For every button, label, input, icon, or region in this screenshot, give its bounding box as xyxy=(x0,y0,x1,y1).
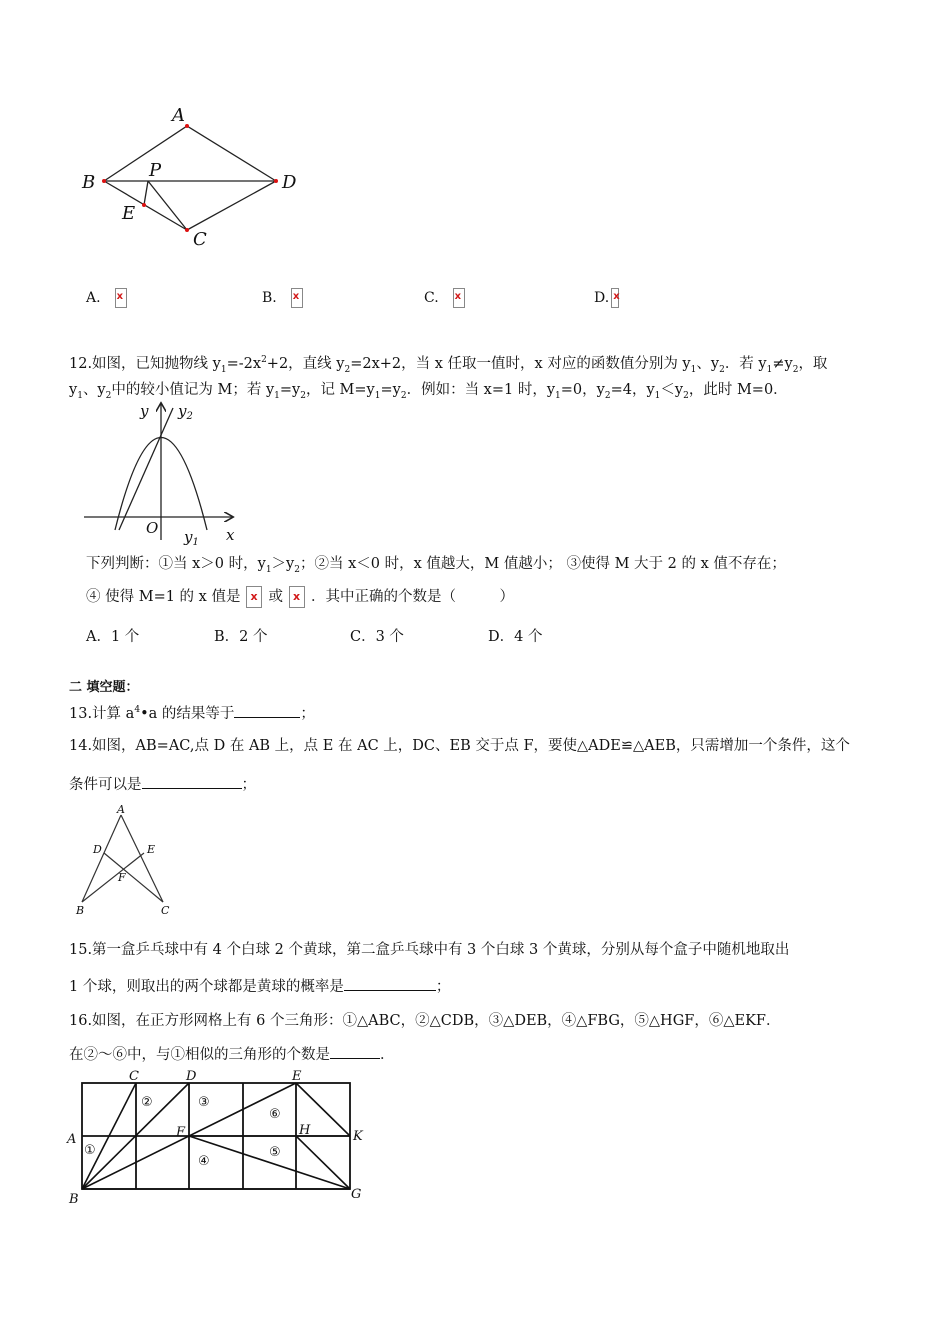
q14-label-f: F xyxy=(118,871,126,884)
q12-option-b: B．2 个 xyxy=(214,629,268,645)
text: ，此时 M=0． xyxy=(688,382,788,398)
q15-line2 xyxy=(69,975,450,996)
q12-option-a: A．1 个 xyxy=(86,629,140,645)
q12-label-y2 xyxy=(177,402,193,422)
q14-label-d: D xyxy=(93,843,102,856)
text: ，取 xyxy=(798,356,828,372)
q12-statement4 xyxy=(86,585,514,608)
q16-label-b: B xyxy=(69,1192,79,1207)
q16-line2 xyxy=(69,1043,395,1064)
text: =4，y xyxy=(610,382,655,398)
q16-label-k: K xyxy=(353,1129,363,1144)
q14-line1: 14.如图，AB=AC,点 D 在 AB 上，点 E 在 AC 上，DC、EB 交于点 F，要使△ADE≌△AEB，只需增加一个条件，这个 xyxy=(69,738,850,754)
q11-option-d-label: D. xyxy=(594,290,610,306)
broken-image-icon xyxy=(289,586,305,608)
q11-label-b: B xyxy=(82,172,96,193)
text: =y xyxy=(380,382,401,398)
text: 下列判断：①当 x＞0 时，y xyxy=(86,556,266,572)
q14-line2 xyxy=(69,773,256,794)
q16-label-c: C xyxy=(129,1069,139,1084)
text: =0，y xyxy=(560,382,605,398)
q12-label-y1-sub: 1 xyxy=(192,537,199,548)
q11-label-c: C xyxy=(193,229,207,250)
q12-graph xyxy=(80,398,250,548)
q16-figure xyxy=(62,1064,372,1214)
q12-line2: $y_1$、$y_2$中的较小值记为 M；若 $y_1=y_2$，记 $M=y_1=y_2$．例如：当 x=1 时，$y_1=0$，$y_2=4$，$y_1<y_2$，此时 M=0． xyxy=(69,382,788,401)
text: •a 的结果等于 xyxy=(140,706,235,722)
q11-option-d xyxy=(594,288,619,308)
text: ； xyxy=(435,979,451,995)
text: ＞y xyxy=(271,556,295,572)
text: 或 xyxy=(268,589,283,605)
text: +2，直线 y xyxy=(266,356,345,372)
text: ≠y xyxy=(772,356,793,372)
q16-line1: 16.如图，在正方形网格上有 6 个三角形：①△ABC，②△CDB，③△DEB，④△FBG，⑤△HGF，⑥△EKF． xyxy=(69,1013,781,1029)
q12-option-c: C．3 个 xyxy=(350,629,404,645)
q11-figure xyxy=(70,100,330,260)
q16-triangle-5: ⑤ xyxy=(269,1145,281,1160)
broken-image-icon xyxy=(611,288,619,308)
q11-option-c-label: C. xyxy=(424,290,439,306)
q14-label-b: B xyxy=(76,904,85,917)
superscript: 4 xyxy=(134,705,141,716)
text: =y xyxy=(279,382,301,398)
text: ； xyxy=(241,777,256,793)
text: 13.计算 a xyxy=(69,706,135,722)
answer-blank[interactable] xyxy=(234,703,300,718)
broken-image-icon xyxy=(246,586,262,608)
answer-blank[interactable] xyxy=(142,774,242,789)
text: 、y xyxy=(696,356,720,372)
q12-label-y: y xyxy=(140,402,149,420)
text: 、y xyxy=(82,382,106,398)
q16-triangle-2: ② xyxy=(141,1095,153,1110)
text: ＜y xyxy=(660,382,684,398)
text: ；②当 x＜0 时，x 值越大，M 值越小； ③使得 M 大于 2 的 x 值不存在； xyxy=(299,556,786,572)
text: =-2x xyxy=(226,356,262,372)
q11-label-e: E xyxy=(122,203,136,224)
q16-label-d: D xyxy=(186,1069,197,1084)
text: 12.如图，已知抛物线 y xyxy=(69,356,221,372)
q12-line1: 12.如图，已知抛物线 $y_1=-2x^2+2$，直线 $y_2=2x+2$，当 x 任取一值时，x 对应的函数值分别为 $y_1$、$y_2$．若 $y_1\ne y_2$，取 xyxy=(69,355,828,375)
answer-blank[interactable] xyxy=(344,976,436,991)
q14-label-e: E xyxy=(147,843,156,856)
answer-blank[interactable] xyxy=(330,1044,380,1059)
broken-image-icon xyxy=(115,288,127,308)
text: ．其中正确的个数是（ ） xyxy=(310,589,514,605)
text: ④ 使得 M=1 的 x 值是 xyxy=(86,589,241,605)
q14-figure xyxy=(72,800,187,920)
text: 在②～⑥中，与①相似的三角形的个数是 xyxy=(69,1047,330,1063)
text: ．例如：当 x=1 时，y xyxy=(406,382,556,398)
q16-label-f: F xyxy=(176,1125,186,1140)
text: =2x+2，当 x 任取一值时，x 对应的函数值分别为 y xyxy=(350,356,691,372)
q11-label-a: A xyxy=(172,105,185,126)
broken-image-icon xyxy=(291,288,303,308)
text: ．若 y xyxy=(724,356,767,372)
text: ． xyxy=(380,1047,395,1063)
q16-triangle-3: ③ xyxy=(198,1095,210,1110)
q12-label-y2-sub: 2 xyxy=(186,411,193,422)
q16-triangle-6: ⑥ xyxy=(269,1107,281,1122)
q12-label-o: O xyxy=(146,519,159,537)
text: y xyxy=(69,382,78,398)
q11-label-d: D xyxy=(282,172,297,193)
broken-image-icon xyxy=(453,288,465,308)
q12-judgment: 下列判断：①当 x＞0 时，$y_1>y_2$；②当 x＜0 时，x 值越大，M 值越小； ③使得 M 大于 2 的 x 值不存在； xyxy=(86,556,786,575)
q12-label-y1 xyxy=(183,528,199,548)
text: ，记 M=y xyxy=(305,382,375,398)
q12-label-x: x xyxy=(226,526,235,544)
q14-label-a: A xyxy=(117,803,125,816)
text: 1 个球，则取出的两个球都是黄球的概率是 xyxy=(69,979,344,995)
q14-label-c: C xyxy=(161,904,170,917)
q12-label-y1-main: y xyxy=(184,528,193,546)
q16-triangle-4: ④ xyxy=(198,1154,210,1169)
q15-line1: 15.第一盒乒乓球中有 4 个白球 2 个黄球，第二盒乒乓球中有 3 个白球 3 个黄球，分别从每个盒子中随机地取出 xyxy=(69,942,790,958)
q16-triangle-1: ① xyxy=(84,1143,96,1158)
text: 中的较小值记为 M；若 y xyxy=(111,382,275,398)
q11-option-c xyxy=(424,288,465,308)
q16-label-a: A xyxy=(67,1132,77,1147)
q16-label-g: G xyxy=(351,1187,362,1202)
q16-label-h: H xyxy=(299,1123,311,1138)
q11-label-p: P xyxy=(149,160,162,181)
q11-option-b xyxy=(262,288,303,308)
q11-option-a-label: A. xyxy=(86,290,101,306)
text: ； xyxy=(300,706,315,722)
q11-option-b-label: B. xyxy=(262,290,277,306)
q13 xyxy=(69,702,315,723)
text: 条件可以是 xyxy=(69,777,142,793)
q12-option-d: D．4 个 xyxy=(488,629,543,645)
q11-option-a xyxy=(86,288,127,308)
q16-label-e: E xyxy=(292,1069,302,1084)
section-heading: 二 填空题： xyxy=(69,680,139,695)
q12-label-y2-main: y xyxy=(178,402,187,420)
